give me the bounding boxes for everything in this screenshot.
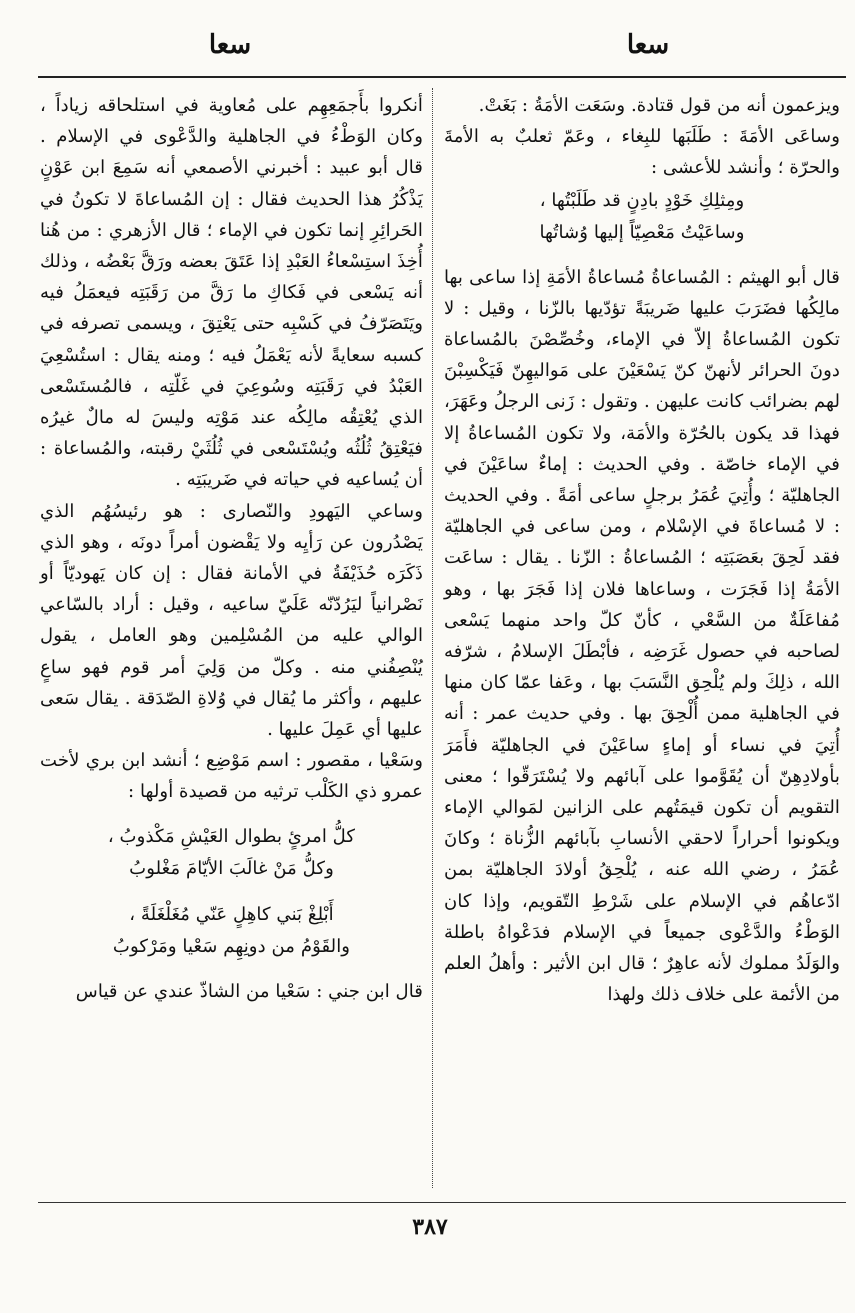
verse-line: والقَوْمُ من دونِهِم سَعْيا ومَرْكوبُ [112, 935, 351, 957]
paragraph: وسَعْيا ، مقصور : اسم مَوْضِع ؛ أنشد ابن بري لأخت عمرو ذي الكَلْب ترثيه من قصيدة أولها : [40, 750, 423, 803]
header-rule [38, 76, 846, 78]
running-header-right: سعا [626, 30, 670, 60]
paragraph: قال ابن جني : سَعْيا من الشاذّ عندي عن قياس [75, 980, 423, 1002]
page-number: ٣٨٧ [412, 1214, 448, 1240]
footer-rule [38, 1202, 846, 1203]
verse-line: أَبْلِغْ بَني كاهِلٍ عَنّي مُغَلْغَلَةً ، [129, 903, 334, 925]
verse-line: كلُّ امرئٍ بطوال العَيْشِ مَكْذوبُ ، [107, 825, 356, 847]
column-separator [432, 88, 433, 1188]
left-column [40, 90, 423, 1007]
paragraph: ويزعمون أنه من قول قتادة. وسَعَت الأمَةُ : بَغَتْ. [478, 95, 840, 116]
paragraph: قال أبو الهيثم : المُساعاةُ مُساعاةُ الأمَةِ إذا ساعى بها مالِكُها فضَرَبَ عليها ضَريبَةً تؤدّيها بالزّنا ، وقيل : لا تكون المُساعاةُ إلاّ في الإماء، وخُصِّصْنَ بالمُساعاة دونَ الحرائر لأنهنّ كنّ يَسْعَيْنَ على مَواليهِنّ فَيَكْسِبْنَ لهم بضرائب كانت عليهن . وتقول : زَنى الرجلُ وعَهَرَ، فهذا قد يكون بالحُرّة والأمَة، ولا تكون المُساعاةُ إلا في الإماء خاصّة . وفي الحديث : إماءٌ ساعَيْنَ في الجاهليّة ؛ وأُتِيَ عُمَرُ برجلٍ ساعى أمَةً . وفي الحديث : لا مُساعاةَ في الإسْلام ، ومن ساعى في الجاهليّة فقد لَحِقَ بعَصَبَتِه ؛ المُساعاةُ : الزّنا . يقال : ساعَت الأمَةُ إذا فَجَرَت ، وساعاها فلان إذا فَجَرَ بها ، وهو مُفاعَلَةٌ من السَّعْي ، كأنّ كلّ واحد منهما يَسْعى لصاحبه في حصول غَرَضِه ، فأبْطَلَ الإسلامُ ، شرّفه الله ، ذلِكَ ولم يُلْحِق النَّسَبَ بها ، وعَفا عمّا كان منها في الجاهلية ممن أُلْحِقَ بها . وفي حديث عمر : أنه أُتِيَ في نساء أو إماءٍ ساعَيْنَ في الجاهليّة فأَمَرَ بأولادِهِنّ أن يُقَوَّموا على آبائهم ولا يُسْتَرَقّوا ؛ معنى التقويم أن تكون قيمَتُهم على الزانين لمَوالي الإماء ويكونوا أحراراً لاحقي الأنسابِ بآبائهم الزُّناة ؛ وكانَ عُمَرُ ، رضي الله عنه ، يُلْحِقُ أولادَ الجاهليّة بمن ادّعاهُم في الإسلام على شَرْطِ التّقويم، وإذا كان الوَطْءُ والدَّعْوى جميعاً في الإسلام فدَعْواهُ باطلة والوَلَدُ مملوك لأنه عاهِرٌ ؛ قال ابن الأثير : وأهلُ العلم من الأئمة على خلاف ذلك ولهذا [444, 266, 840, 1006]
right-column [444, 90, 840, 1010]
paragraph: وساعي اليَهودِ والنّصارى : هو رئيسُهُم الذي يَصْدُرون عن رَأيِه ولا يَقْضون أمراً دونَه ، وهو الذي ذَكَرَه حُذَيْفَةُ في الأمانة فقال : إن كان يَهوديّاً أو نَصْرانياً ليَرُدّنّه عَلَيّ ساعيه ، وقيل : أراد بالسّاعي الوالي عليه من المُسْلِمين وهو العامل ، يقول يُنْصِفُني منه . وكلّ من وَلِيَ أمر قوم فهو ساعٍ عليهم ، وأكثر ما يُقال في وُلاةِ الصّدَقة . يقال سَعى عليها أي عَمِلَ عليها . [40, 500, 423, 741]
running-header-left: سعا [208, 30, 252, 60]
verse-line: ومِثلِكِ خَوْدٍ بادِنٍ قد طَلَبْتُها ، [539, 189, 745, 211]
paragraph: أنكروا بأَجمَعِهِم على مُعاوية في استلحاقه زياداً ، وكان الوَطْءُ في الجاهلية والدَّعْوى في الإسلام . قال أبو عبيد : أخبرني الأصمعي أنه سَمِعَ ابن عَوْنٍ يَذْكُرُ هذا الحديث فقال : إن المُساعاةَ لا تكونُ في الحَرائِرِ إنما تكون في الإماء ؛ قال الأزهري : من هُنا أُخِذَ استِسْعاءُ العَبْدِ إذا عَتَقَ بعضه ورَقَّ بَعْضُه ، وذلك أنه يَسْعى في فَكاكِ ما رَقَّ من رَقَبَتِه فيعمَلُ فيه ويَتَصَرّفُ في كَسْبِه حتى يَعْتِقَ ، ويسمى تصرفه في كسبه سعايةً لأنه يَعْمَلُ فيه ؛ ومنه يقال : استُسْعِيَ العَبْدُ في رَقَبَتِه وسُوعِيَ في غَلّتِه ، فالمُستَسْعى الذي يُعْتِقُه مالِكُه عند مَوْتِه وليسَ له مالٌ غيرُه فيَعْتِقُ ثُلُثُه ويُسْتَسْعى في ثُلُثَيْ رقبته، والمُساعاة : أن يُساعيه في حياته في ضَريبَتِه . [40, 95, 423, 491]
paragraph: وساعَى الأمَةَ : طَلَبَها للبِغاء ، وعَمّ ثعلبٌ به الأمةَ والحرّة ؛ وأنشد للأعشى : [444, 126, 840, 179]
verse-line: وكلُّ مَنْ غالَبَ الأيّامَ مَغْلوبُ [129, 857, 334, 879]
verse-line: وساعَيْتُ مَعْصِيّاً إليها وُشاتُها [539, 221, 745, 243]
